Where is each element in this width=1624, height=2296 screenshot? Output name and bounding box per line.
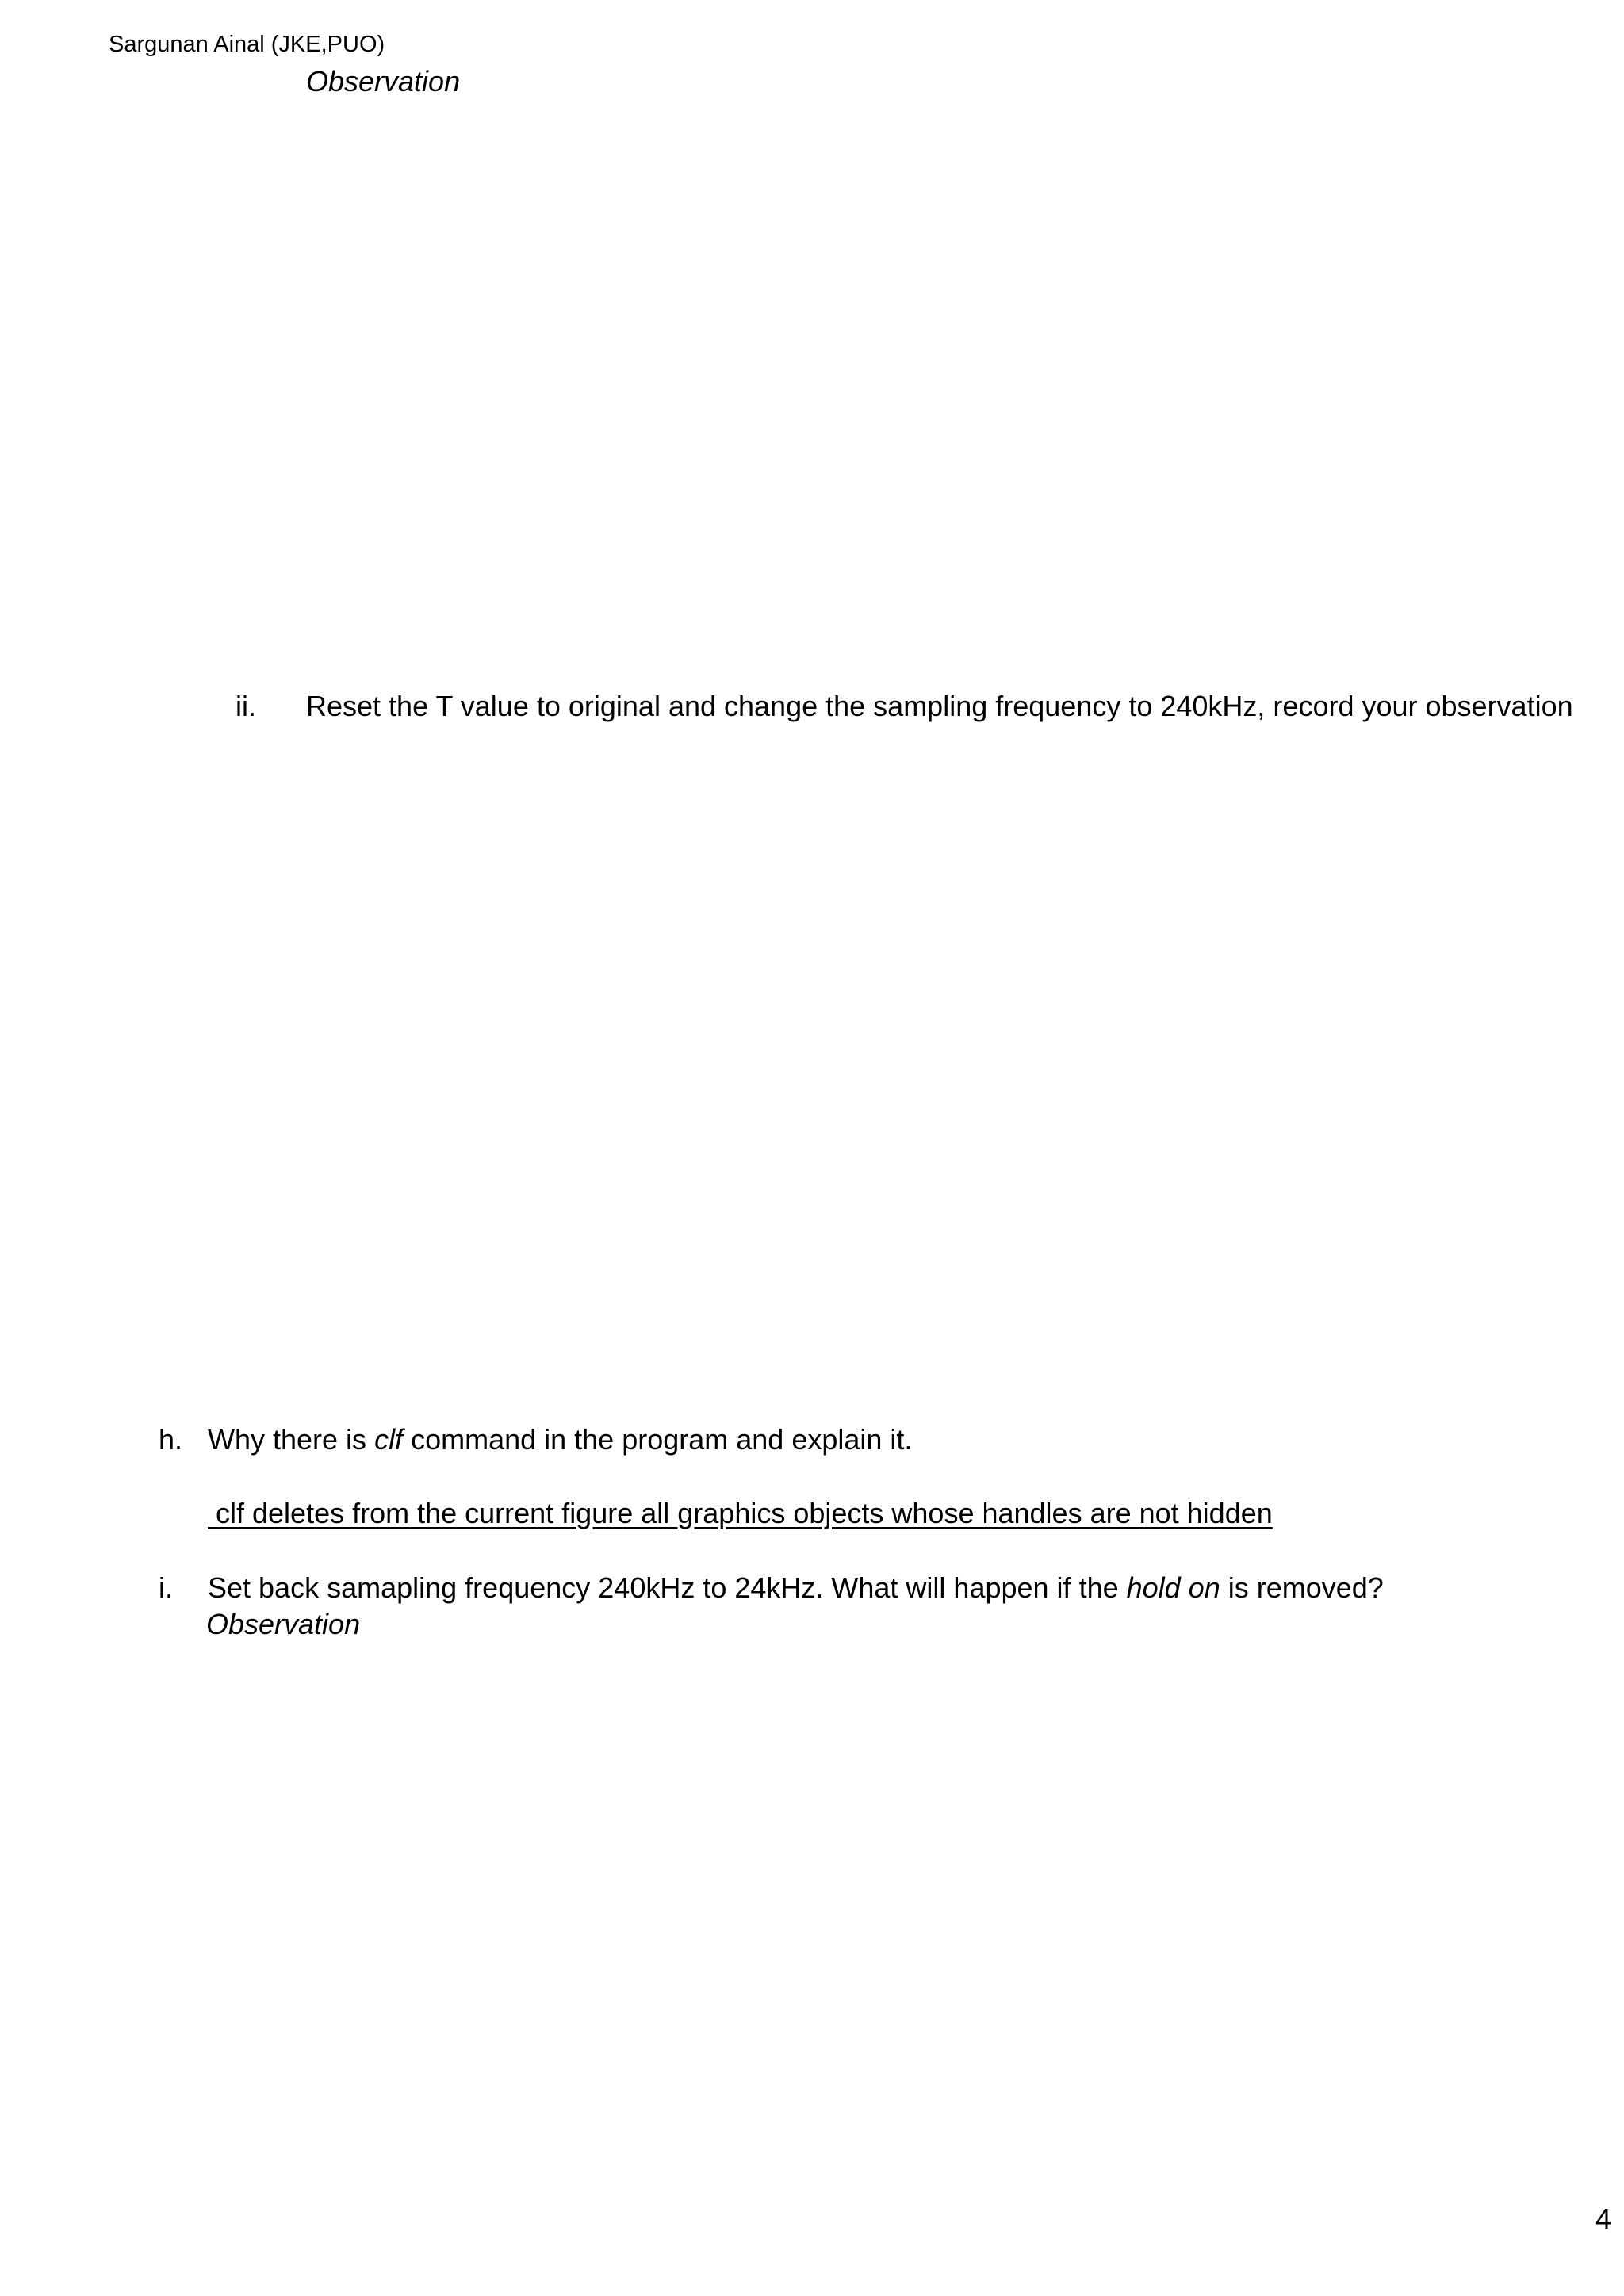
header-author: Sargunan Ainal (JKE,PUO) [109, 32, 385, 57]
item-i-text-before: Set back samapling frequency 240kHz to 24kHz. What will happen if the [208, 1571, 1127, 1604]
item-h-question [208, 1423, 912, 1456]
item-i-observation-label: Observation [206, 1608, 361, 1640]
item-ii-instruction: Reset the T value to original and change the sampling frequency to 240kHz, record your observation [306, 690, 1573, 722]
item-i-marker: i. [159, 1571, 173, 1604]
item-h-answer: clf deletes from the current figure all graphics objects whose handles are not hidden [208, 1497, 1273, 1529]
item-i-question [208, 1571, 1384, 1605]
item-i-emphasis: hold on [1126, 1571, 1220, 1604]
item-h-text-after: command in the program and explain it. [403, 1423, 913, 1456]
page-number: 4 [1595, 2202, 1612, 2235]
item-i-text-after: is removed? [1220, 1571, 1384, 1604]
item-h-text-before: Why there is [208, 1423, 375, 1456]
item-ii-marker: ii. [236, 690, 256, 722]
item-h-marker: h. [159, 1423, 183, 1456]
observation-label-top: Observation [306, 65, 461, 98]
item-h-emphasis: clf [374, 1423, 404, 1456]
